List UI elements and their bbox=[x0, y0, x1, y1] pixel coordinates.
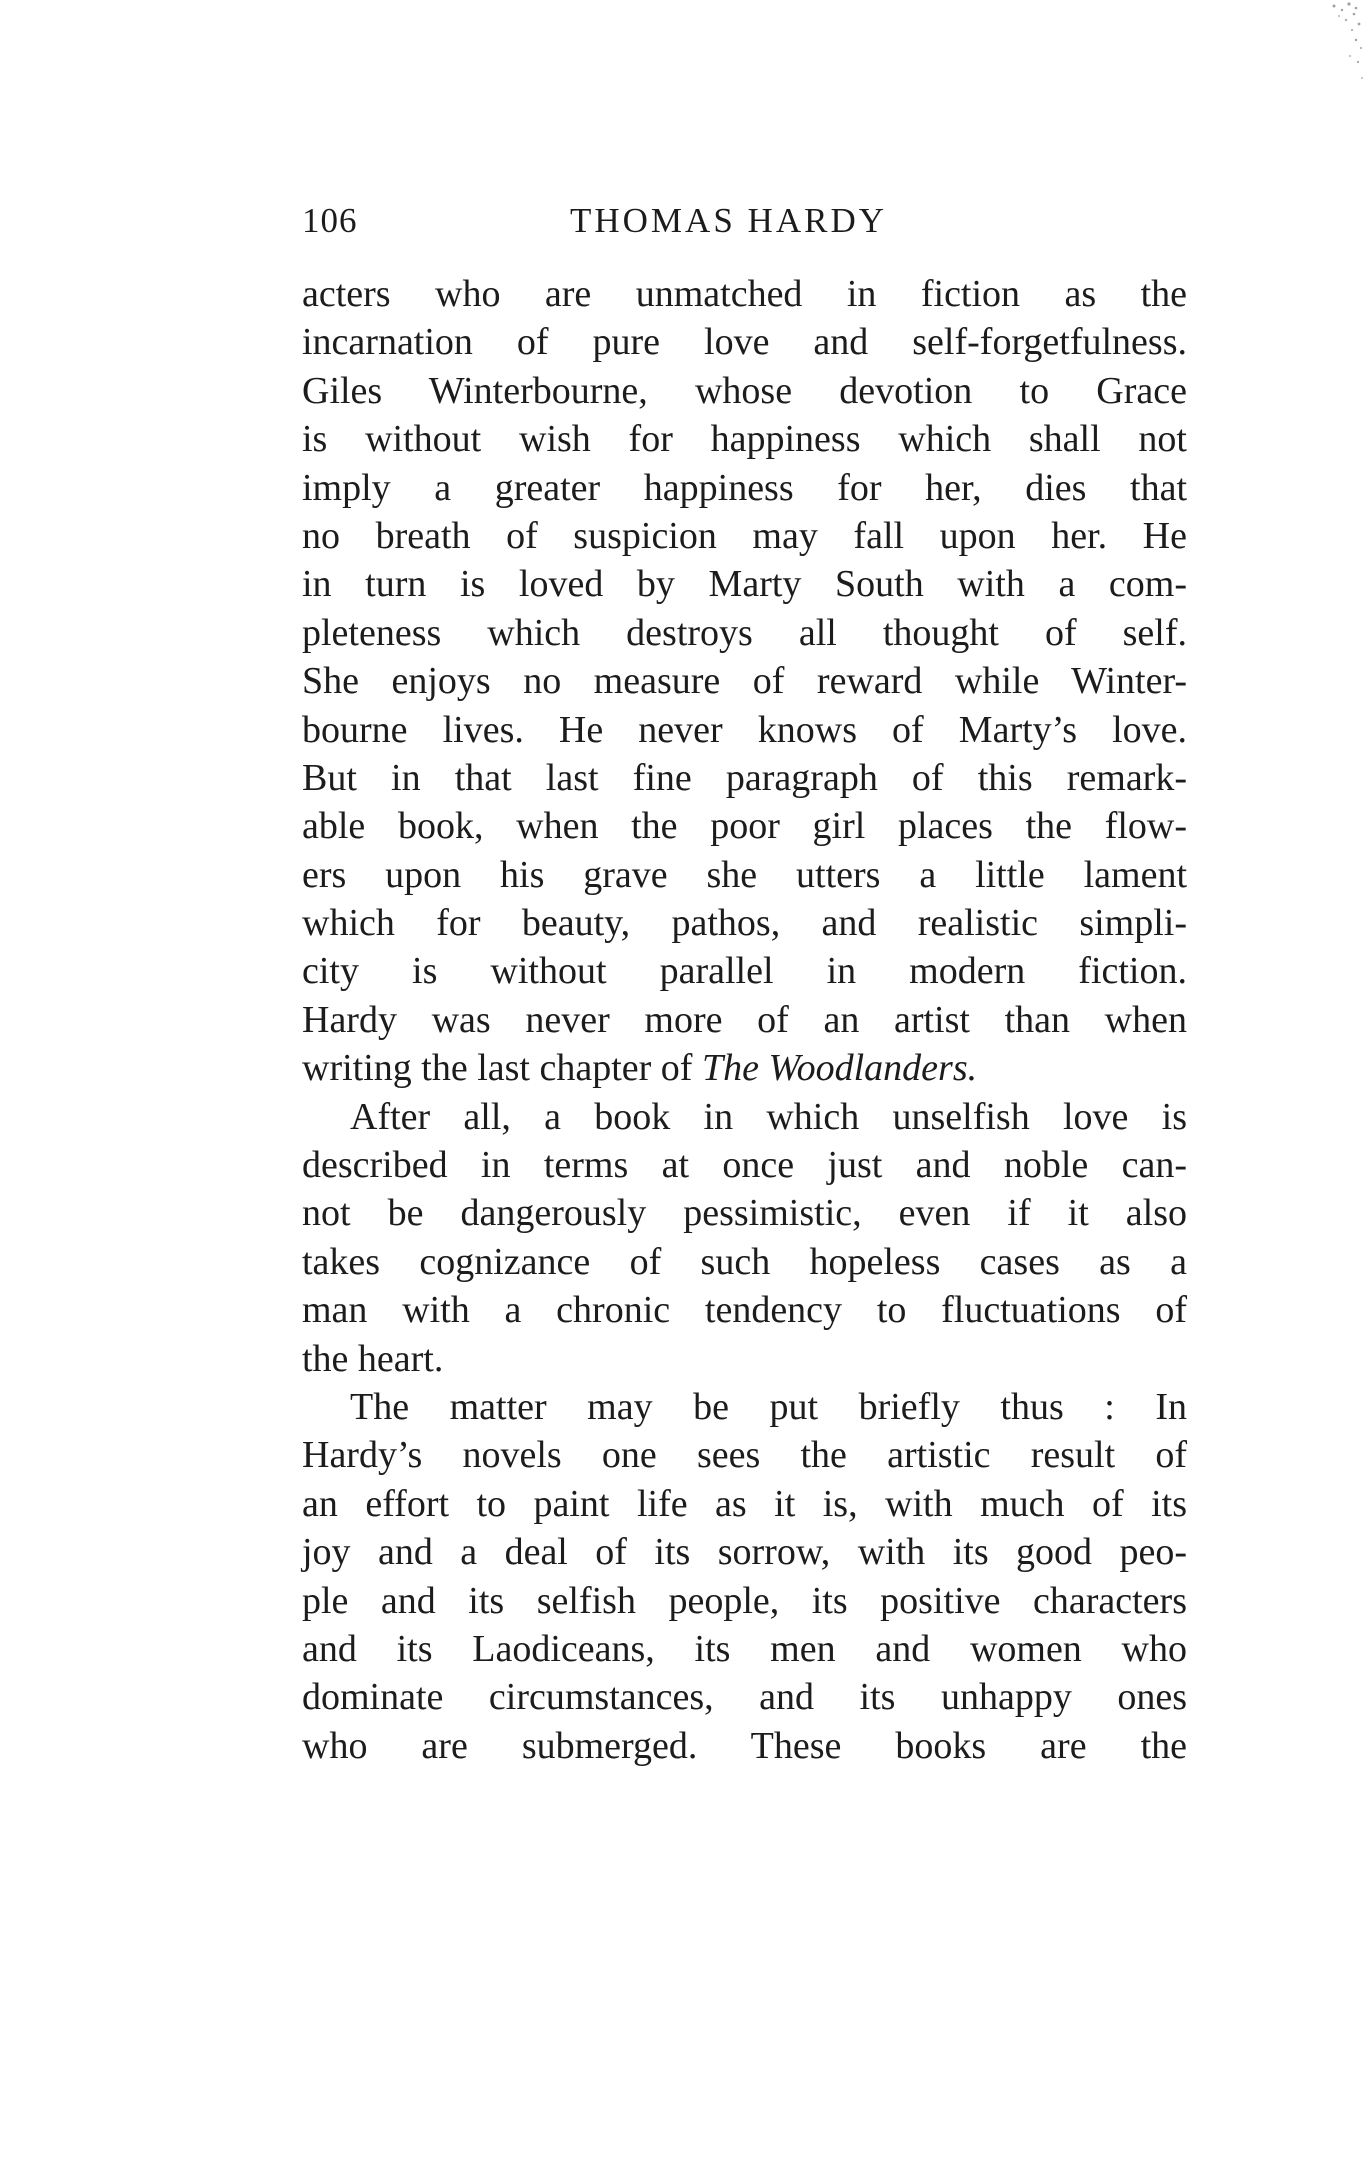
text-line: described in terms at once just and noble can- bbox=[302, 1144, 1187, 1187]
text-line: joy and a deal of its sorrow, with its good peo- bbox=[302, 1531, 1187, 1574]
text-line: Giles Winterbourne, whose devotion to Grace bbox=[302, 369, 1187, 412]
text-line: in turn is loved by Marty South with a com- bbox=[302, 563, 1187, 606]
text-line: who are submerged. These books are the bbox=[302, 1724, 1187, 1767]
text-line: takes cognizance of such hopeless cases as a bbox=[302, 1240, 1187, 1283]
paragraph-3 bbox=[302, 1383, 1187, 1770]
text-line: dominate circumstances, and its unhappy ones bbox=[302, 1676, 1187, 1719]
text-line: incarnation of pure love and self-forgetfulness. bbox=[302, 321, 1187, 364]
text-line: no breath of suspicion may fall upon her. He bbox=[302, 514, 1187, 557]
text-line: city is without parallel in modern fiction. bbox=[302, 950, 1187, 993]
text-line: man with a chronic tendency to fluctuations of bbox=[302, 1289, 1187, 1332]
text-line: able book, when the poor girl places the flow- bbox=[302, 805, 1187, 848]
text-line-final bbox=[302, 1044, 1187, 1092]
text-line: the heart. bbox=[302, 1337, 444, 1380]
text-line: and its Laodiceans, its men and women who bbox=[302, 1627, 1187, 1670]
text-line: ers upon his grave she utters a little lament bbox=[302, 853, 1187, 896]
text-line: is without wish for happiness which shall not bbox=[302, 418, 1187, 461]
text-line: bourne lives. He never knows of Marty’s love. bbox=[302, 708, 1187, 751]
paragraph-1 bbox=[302, 270, 1187, 1093]
text-line: ple and its selfish people, its positive characters bbox=[302, 1579, 1187, 1622]
text-line: Hardy’s novels one sees the artistic result of bbox=[302, 1434, 1187, 1477]
running-title: THOMAS HARDY bbox=[570, 201, 887, 240]
text-line: acters who are unmatched in fiction as the bbox=[302, 273, 1187, 315]
text-line: which for beauty, pathos, and realistic simpli- bbox=[302, 902, 1187, 945]
page-number: 106 bbox=[302, 201, 358, 240]
text-line: Hardy was never more of an artist than when bbox=[302, 998, 1187, 1041]
page-edge-specks bbox=[1304, 0, 1364, 110]
book-title-italic: The Woodlanders. bbox=[701, 1047, 978, 1090]
text-line: After all, a book in which unselfish love is bbox=[350, 1095, 1187, 1138]
text-line: The matter may be put briefly thus : In bbox=[350, 1385, 1187, 1428]
running-head bbox=[300, 196, 1185, 246]
text-line: She enjoys no measure of reward while Winter- bbox=[302, 660, 1187, 703]
body-text bbox=[302, 270, 1187, 1770]
text-line: not be dangerously pessimistic, even if it also bbox=[302, 1192, 1187, 1235]
text-line: an effort to paint life as it is, with much of its bbox=[302, 1482, 1187, 1525]
text-line: imply a greater happiness for her, dies that bbox=[302, 466, 1187, 509]
text-line: pleteness which destroys all thought of self. bbox=[302, 611, 1187, 654]
paragraph-2 bbox=[302, 1093, 1187, 1383]
text-fragment: writing the last chapter of bbox=[302, 1047, 702, 1090]
text-line: But in that last fine paragraph of this remark- bbox=[302, 756, 1187, 799]
